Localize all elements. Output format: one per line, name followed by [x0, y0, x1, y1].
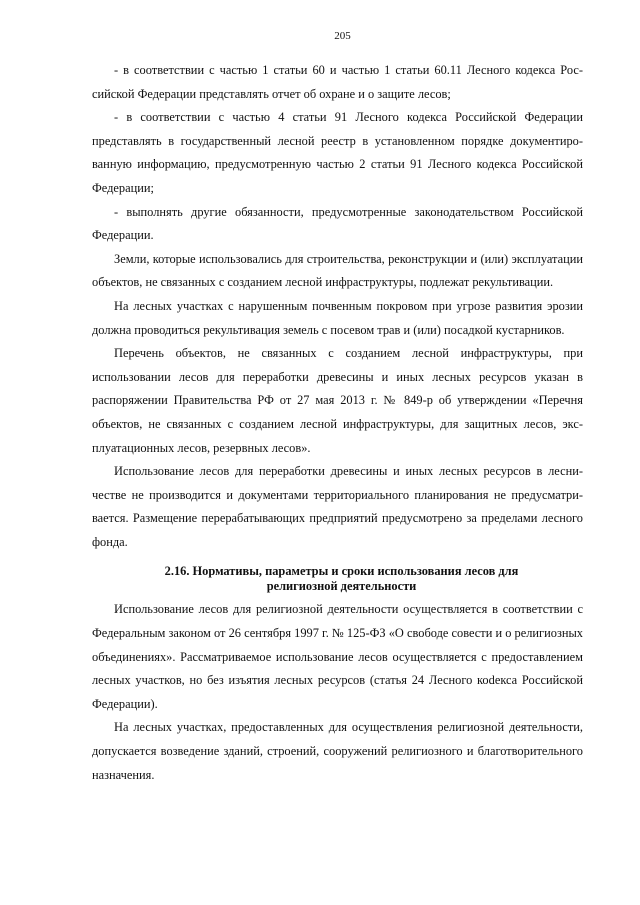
section-heading: [92, 564, 583, 593]
paragraph: На лесных участках, предоставленных для осуществления религиозной деятельности, допускается возведение зданий, строений, сооружений религиозного и благотворительного назначения.: [92, 720, 583, 782]
section-heading-line: 2.16. Нормативы, параметры и сроки использования лесов для: [164, 564, 519, 579]
paragraph: - выполнять другие обязанности, предусмотренные законодательством Российской Федерации.: [92, 204, 583, 243]
paragraph: - в соответствии с частью 4 статьи 91 Лесного кодекса Российской Федерации представлять в государственный лесной реестр в установленном порядке документированную информацию, предусмотренную частью 2 статьи 91 Лесного кодекса Российской Федерации;: [92, 110, 583, 195]
paragraph: На лесных участках с нарушенным почвенным покровом при угрозе развития эрозии должна проводиться рекультивация земель с посевом трав и (или) посадкой кустарников.: [92, 298, 583, 337]
paragraph: Земли, которые использовались для строительства, реконструкции и (или) эксплуатации объектов, не связанных с созданием лесной инфраструктуры, подлежат рекультивации.: [92, 251, 583, 290]
page-number: 205: [334, 30, 351, 42]
document-body: [92, 59, 583, 787]
paragraph: Перечень объектов, не связанных с созданием лесной инфраструктуры, при использовании лесов для переработки древесины и иных лесных ресурсов указан в распоряжении Правительства РФ от 27 мая 2013 г. № 849-р об утверждении «Перечня объектов, не связанных с созданием лесной инфраструктуры, для защитных лесов, эксплуатационных лесов, резервных лесов».: [92, 346, 583, 455]
paragraph: - в соответствии с частью 1 статьи 60 и частью 1 статьи 60.11 Лесного кодекса Российской Федерации представлять отчет об охране и о защите лесов;: [92, 63, 583, 101]
paragraph: Использование лесов для переработки древесины и иных лесных ресурсов в лесничестве не производится и документами территориального планирования не предусматривается. Размещение перерабатывающих предприятий предусмотрено за пределами лесного фонда.: [92, 464, 583, 549]
paragraph: Использование лесов для религиозной деятельности осуществляется в соответствии с Федеральным законом от 26 сентября 1997 г. № 125-ФЗ «О свободе совести и о религиозных объединениях». Рассматриваемое использование лесов осуществляется с предоставлением лесных участков, но без изъятия лесных ресурсов (статья 24 Лесного коdекса Российской Федерации).: [92, 602, 583, 711]
section-heading-line: религиозной деятельности: [266, 578, 417, 593]
